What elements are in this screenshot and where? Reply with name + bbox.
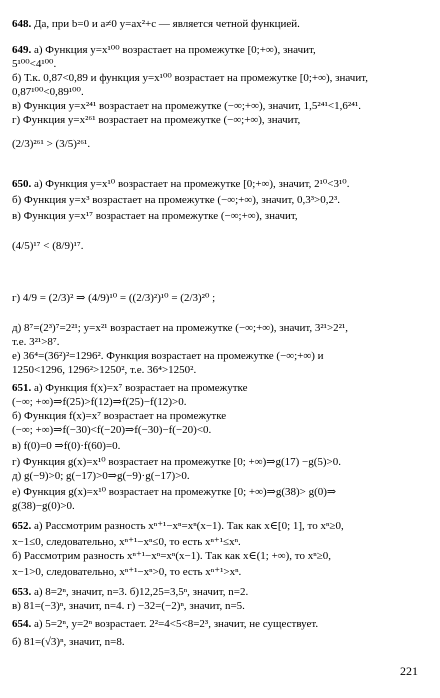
text-line bbox=[12, 636, 430, 649]
line-text: в) Функция y=x²⁴¹ возрастает на промежутке (−∞;+∞), значит, 1,5²⁴¹<1,6²⁴¹. bbox=[12, 100, 361, 112]
text-line bbox=[12, 18, 430, 31]
text-line bbox=[12, 240, 430, 253]
line-text: а) Функция y=x¹⁰⁰ возрастает на промежутке [0;+∞), значит, bbox=[31, 44, 316, 56]
line-text: (2/3)²⁶¹ > (3/5)²⁶¹. bbox=[12, 138, 91, 150]
text-line bbox=[12, 566, 430, 579]
text-line bbox=[12, 86, 430, 99]
line-text: (−∞; +∞)⇒f(−30)<f(−20)⇒f(−30)−f(−20)<0. bbox=[12, 424, 212, 436]
page-number: 221 bbox=[400, 664, 418, 678]
text-line bbox=[12, 520, 430, 533]
text-line bbox=[12, 536, 430, 549]
line-text: в) 81=(−3)ⁿ, значит, n=4. г) −32=(−2)ⁿ, значит, n=5. bbox=[12, 600, 245, 612]
line-text: g(38)−g(0)>0. bbox=[12, 500, 75, 512]
text-line bbox=[12, 500, 430, 513]
line-text: б) 81=(√3)ⁿ, значит, n=8. bbox=[12, 636, 125, 648]
text-line bbox=[12, 486, 430, 499]
text-line bbox=[12, 100, 430, 113]
text-line bbox=[12, 322, 430, 335]
text-line bbox=[12, 586, 430, 599]
text-line bbox=[12, 350, 430, 363]
line-text: г) Функция g(x)=x¹⁰ возрастает на промежутке [0; +∞)⇒g(17) −g(5)>0. bbox=[12, 456, 342, 468]
text-line bbox=[12, 138, 430, 151]
text-line bbox=[12, 440, 430, 453]
line-text: 1250<1296, 1296²>1250², т.е. 36⁴>1250². bbox=[12, 364, 197, 376]
line-text: а) 8=2ⁿ, значит, n=3. б)12,25=3,5ⁿ, значит, n=2. bbox=[31, 586, 249, 598]
line-text: г) Функция y=x²⁶¹ возрастает на промежутке (−∞;+∞), значит, bbox=[12, 114, 301, 126]
line-text: 5¹⁰⁰<4¹⁰⁰. bbox=[12, 58, 57, 70]
text-line bbox=[12, 114, 430, 127]
problem-number: 654. bbox=[12, 618, 32, 630]
text-line bbox=[12, 336, 430, 349]
line-text: е) 36⁴=(36²)²=1296². Функция возрастает на промежутке (−∞;+∞) и bbox=[12, 350, 324, 362]
line-text: а) Рассмотрим разность xⁿ⁺¹−xⁿ=xⁿ(x−1). Так как x∈[0; 1], то xⁿ≥0, bbox=[31, 520, 344, 532]
line-text: Да, при b=0 и a≠0 y=ax²+c — является четной функцией. bbox=[31, 18, 300, 30]
problem-number: 651. bbox=[12, 382, 32, 394]
line-text: в) Функция y=x¹⁷ возрастает на промежутке (−∞;+∞), значит, bbox=[12, 210, 298, 222]
text-line bbox=[12, 410, 430, 423]
line-text: б) Т.к. 0,87<0,89 и функция y=x¹⁰⁰ возрастает на промежутке [0;+∞), значит, bbox=[12, 72, 368, 84]
text-line bbox=[12, 292, 430, 305]
text-line bbox=[12, 382, 430, 395]
problem-number: 650. bbox=[12, 178, 32, 190]
problem-number: 652. bbox=[12, 520, 32, 532]
line-text: в) f(0)=0 ⇒f(0)·f(60)=0. bbox=[12, 440, 121, 452]
line-text: б) Рассмотрим разность xⁿ⁺¹−xⁿ=xⁿ(x−1). Так как x∈(1; +∞), то xⁿ≥0, bbox=[12, 550, 331, 562]
text-line bbox=[12, 550, 430, 563]
text-line bbox=[12, 44, 430, 57]
text-line bbox=[12, 424, 430, 437]
line-text: г) 4/9 = (2/3)² ⇒ (4/9)¹⁰ = ((2/3)²)¹⁰ = (2/3)²⁰ ; bbox=[12, 292, 216, 304]
line-text: е) Функция g(x)=x¹⁰ возрастает на промежутке [0; +∞)⇒g(38)> g(0)⇒ bbox=[12, 486, 337, 498]
text-line bbox=[12, 396, 430, 409]
line-text: (4/5)¹⁷ < (8/9)¹⁷. bbox=[12, 240, 84, 252]
line-text: б) Функция f(x)=x⁷ возрастает на промежутке bbox=[12, 410, 227, 422]
line-text: 0,87¹⁰⁰<0,89¹⁰⁰. bbox=[12, 86, 84, 98]
text-line bbox=[12, 194, 430, 207]
line-text: x−1>0, следовательно, xⁿ⁺¹−xⁿ>0, то есть xⁿ⁺¹>xⁿ. bbox=[12, 566, 242, 578]
text-line bbox=[12, 600, 430, 613]
text-line bbox=[12, 58, 430, 71]
line-text: д) 8⁷=(2³)⁷=2²¹; y=x²¹ возрастает на промежутке (−∞;+∞), значит, 3²¹>2²¹, bbox=[12, 322, 348, 334]
text-line bbox=[12, 72, 430, 85]
text-line bbox=[12, 470, 430, 483]
line-text: а) Функция y=x¹⁰ возрастает на промежутке [0;+∞), значит, 2¹⁰<3¹⁰. bbox=[31, 178, 350, 190]
line-text: б) Функция y=x³ возрастает на промежутке (−∞;+∞), значит, 0,3³>0,2³. bbox=[12, 194, 341, 206]
problem-number: 648. bbox=[12, 18, 32, 30]
problem-number: 649. bbox=[12, 44, 32, 56]
text-line bbox=[12, 210, 430, 223]
line-text: т.е. 3²¹>8⁷. bbox=[12, 336, 60, 348]
text-line bbox=[12, 178, 430, 191]
problem-number: 653. bbox=[12, 586, 32, 598]
line-text: (−∞; +∞)⇒f(25)>f(12)⇒f(25)−f(12)>0. bbox=[12, 396, 187, 408]
text-line bbox=[12, 618, 430, 631]
line-text: а) 5=2ⁿ, y=2ⁿ возрастает. 2²=4<5<8=2³, значит, не существует. bbox=[31, 618, 319, 630]
line-text: д) g(−9)>0; g(−17)>0⇒g(−9)·g(−17)>0. bbox=[12, 470, 190, 482]
text-line bbox=[12, 364, 430, 377]
line-text: а) Функция f(x)=x⁷ возрастает на промежутке bbox=[31, 382, 248, 394]
text-line bbox=[12, 456, 430, 469]
line-text: x−1≤0, следовательно, xⁿ⁺¹−xⁿ≤0, то есть xⁿ⁺¹≤xⁿ. bbox=[12, 536, 241, 548]
